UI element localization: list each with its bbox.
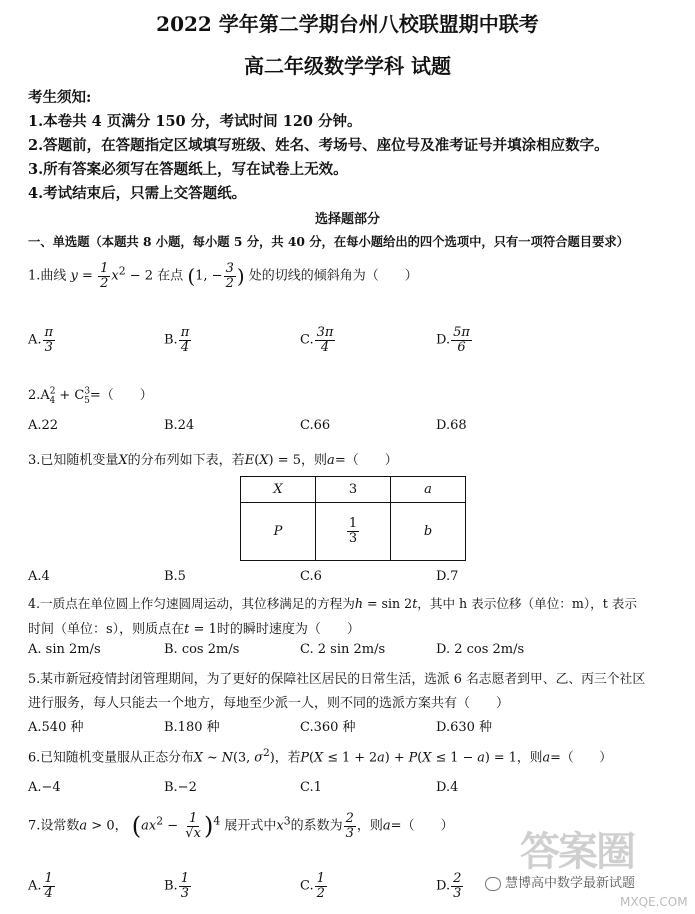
note-item: 2.答题前，在答题指定区域填写班级、姓名、考场号、座位号及准考证号并填涂相应数字。 <box>28 137 609 154</box>
option-a: A.22 <box>28 418 59 433</box>
note-item: 1.本卷共 4 页满分 150 分，考试时间 120 分钟。 <box>28 113 362 130</box>
option-d: D.4 <box>436 780 459 795</box>
option-a: A.−4 <box>28 780 61 795</box>
table-cell: 3 <box>316 477 391 503</box>
wechat-icon <box>485 877 501 891</box>
option-d: D. $\frac{2}{3}$ <box>436 871 462 901</box>
option-a: A.4 <box>28 569 50 584</box>
question-2: $2.A^2_4 + C^3_5=$（ ） <box>28 386 153 406</box>
option-b: B.−2 <box>164 780 197 795</box>
option-b: B. cos 2m/s <box>164 642 240 657</box>
option-c: C. 2 sin 2m/s <box>300 642 386 657</box>
option-b: B.5 <box>164 569 186 584</box>
note-item: 3.所有答案必须写在答题纸上，写在试卷上无效。 <box>28 161 348 178</box>
option-d: D. 2 cos 2m/s <box>436 642 525 657</box>
question-6: 6.已知随机变量服从正态分布X ~ N(3, $\sigma^2$)，若P(X ≤ 1 + 2a) + P(X ≤ 1 − a) = 1，则a=（ ） <box>28 746 613 766</box>
option-c: C.66 <box>300 418 331 433</box>
table-cell: X <box>241 477 316 503</box>
question-3: 3.已知随机变量X的分布列如下表，若E(X) = 5，则a=（ ） <box>28 453 398 468</box>
table-cell: b <box>391 503 466 561</box>
table-cell: a <box>391 477 466 503</box>
part-heading: 选择题部分 <box>314 212 380 227</box>
notes-heading: 考生须知: <box>28 89 92 106</box>
note-item: 4.考试结束后，只需上交答题纸。 <box>28 185 247 202</box>
option-c: C.360 种 <box>300 720 356 735</box>
question-5: 5.某市新冠疫情封闭管理期间，为了更好的保障社区居民的日常生活，选派 6 名志愿者到甲、乙、丙三个社区 <box>28 672 646 687</box>
table-cell: P <box>241 503 316 561</box>
option-c: C.1 <box>300 780 322 795</box>
watermark-account: 慧博高中数学最新试题 <box>485 872 635 891</box>
table-cell: $\frac{1}{3}$ <box>316 503 391 561</box>
option-a: A. sin 2m/s <box>28 642 101 657</box>
option-d: D.68 <box>436 418 467 433</box>
question-7: 7.设常数a > 0， ($ax^2$ − $\frac{1}{√x}$ )$^4$ 展开式中$x^3$的系数为 $\frac{2}{3}$ ，则a=（ ） <box>28 811 454 841</box>
option-d: D. $\frac{5\pi}{6}$ <box>436 325 470 355</box>
option-b: B.180 种 <box>164 720 220 735</box>
option-a: A.540 种 <box>28 720 84 735</box>
option-c: C. $\frac{3\pi}{4}$ <box>300 325 334 355</box>
option-a: A. $\frac{1}{4}$ <box>28 871 53 901</box>
question-4: 4.一质点在单位圆上作匀速圆周运动，其位移满足的方程为h = sin 2t，其中 h 表示位移（单位：m），t 表示 <box>28 596 637 611</box>
q1-suffix: 处的切线的倾斜角为（ ） <box>248 268 418 284</box>
option-c: C. $\frac{1}{2}$ <box>300 871 325 901</box>
distribution-table <box>240 476 466 561</box>
option-c: C.6 <box>300 569 322 584</box>
question-4-line2: 时间（单位：s），则质点在t = 1时的瞬时速度为（ ） <box>28 622 360 637</box>
question-1: 1.曲线 y = $\frac{1}{2}$ $x^2 - 2$ 在点 (1, − $\frac{3}{2}$ ) 处的切线的倾斜角为（ ） <box>28 261 418 291</box>
q1-mid: 在点 <box>157 268 184 284</box>
exam-title: 2022 学年第二学期台州八校联盟期中联考 <box>156 12 539 36</box>
section-heading: 一、单选题（本题共 8 小题，每小题 5 分，共 40 分，在每小题给出的四个选项中，只有一项符合题目要求） <box>28 234 629 249</box>
watermark-logo: 答案圈 <box>520 829 634 875</box>
option-b: B.24 <box>164 418 195 433</box>
option-d: D.7 <box>436 569 459 584</box>
option-b: B. $\frac{\pi}{4}$ <box>164 325 190 355</box>
option-b: B. $\frac{1}{3}$ <box>164 871 189 901</box>
exam-subtitle: 高二年级数学学科 试题 <box>244 54 451 78</box>
watermark-site: MXQE.COM <box>620 895 688 909</box>
option-d: D.630 种 <box>436 720 493 735</box>
option-a: A. $\frac{\pi}{3}$ <box>28 325 54 355</box>
question-5-line2: 进行服务，每人只能去一个地方，每地至少派一人，则不同的选派方案共有（ ） <box>28 696 510 711</box>
q1-prefix: 1.曲线 <box>28 268 67 284</box>
